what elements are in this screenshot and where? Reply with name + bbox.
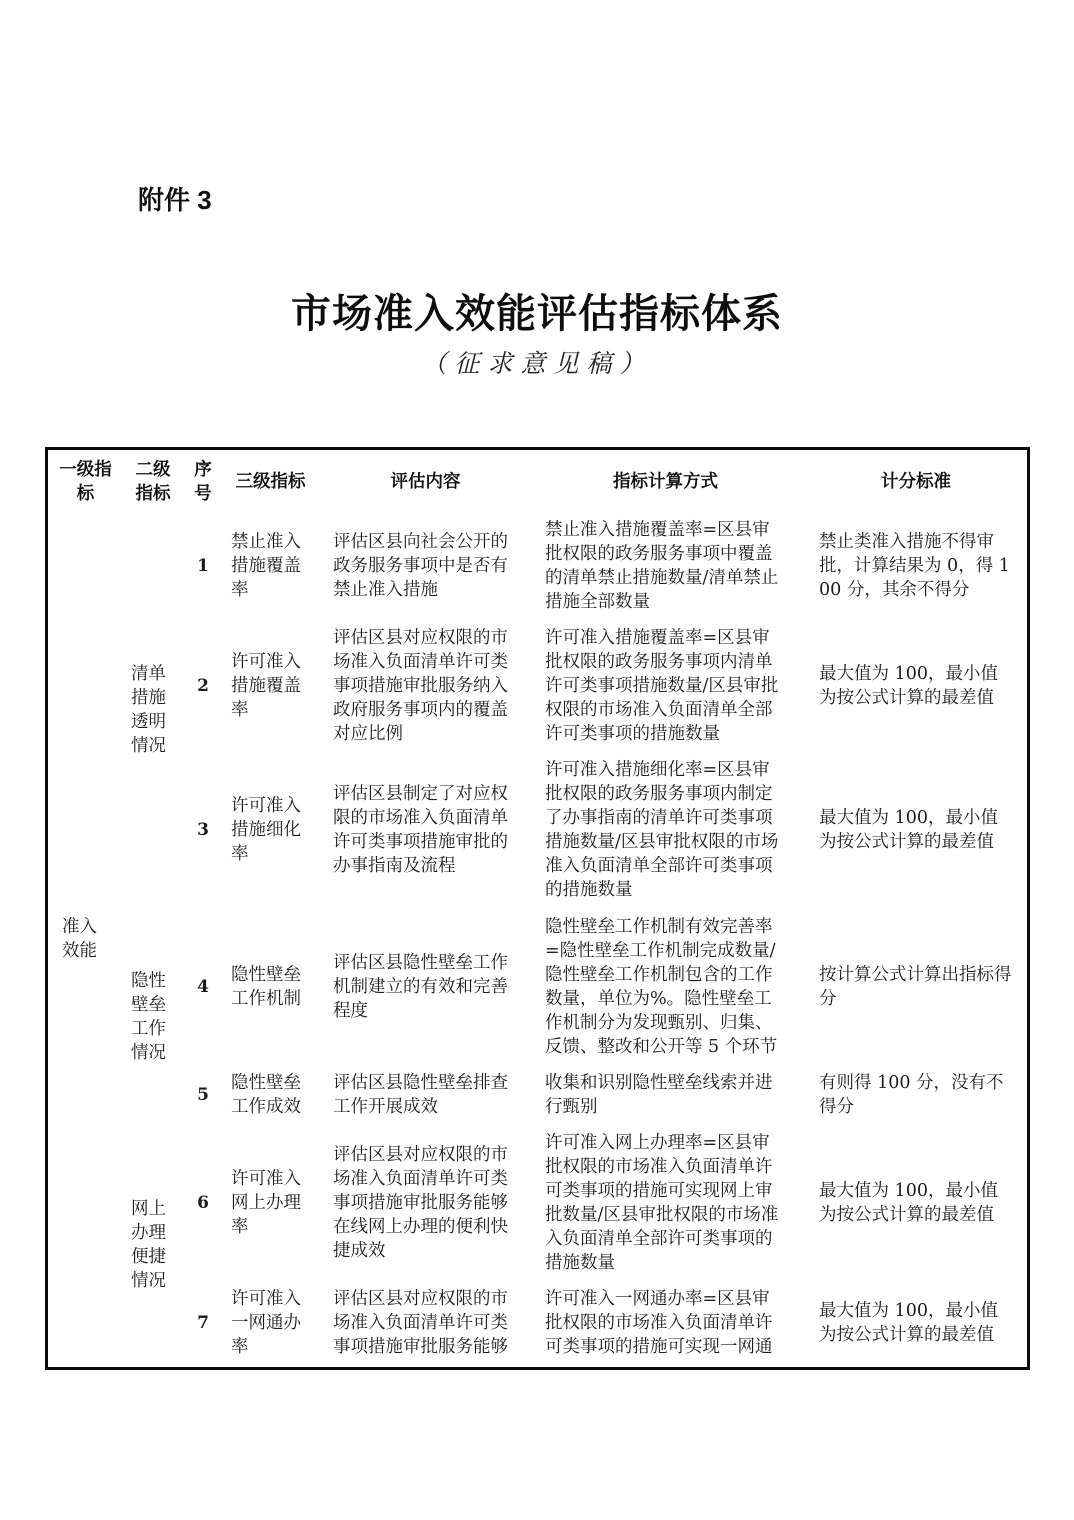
- document-title: 市场准入效能评估指标体系: [291, 290, 783, 337]
- cell-scoring-standard: 最大值为 100，最小值为按公式计算的最差值: [819, 808, 998, 853]
- cell-level3-indicator: 许可准入网上办理率: [231, 1168, 301, 1237]
- cell-calculation-method: 许可准入措施覆盖率=区县审批权限的政务服务事项内清单许可类事项措施数量/区县审批权限的市场准入负面清单全部许可类事项的措施数量: [545, 628, 779, 745]
- cell-calculation-method: 隐性壁垒工作机制有效完善率=隐性壁垒工作机制完成数量/隐性壁垒工作机制包含的工作数量，单位为%。隐性壁垒工作机制分为发现甄别、归集、反馈、整改和公开等 5 个环节: [545, 916, 778, 1057]
- cell-evaluation-content: 评估区县隐性壁垒工作机制建立的有效和完善程度: [333, 952, 508, 1021]
- table-header-row: [48, 450, 1027, 512]
- table-row: [48, 908, 1027, 1064]
- cell-calculation-method: 许可准入网上办理率=区县审批权限的市场准入负面清单许可类事项的措施可实现网上审批数量/区县审批权限的市场准入负面清单全部许可类事项的措施数量: [545, 1132, 779, 1273]
- cell-serial-number: 6: [197, 1192, 209, 1213]
- cell-scoring-standard: 最大值为 100，最小值为按公式计算的最差值: [819, 664, 998, 709]
- table-row: [48, 1065, 1027, 1125]
- cell-level3-indicator: 许可准入措施覆盖率: [231, 652, 301, 721]
- table-row: [48, 620, 1027, 752]
- column-header-level3-indicator: 三级指标: [235, 471, 306, 491]
- table-row: [48, 512, 1027, 620]
- cell-calculation-method: 许可准入一网通办率=区县审批权限的市场准入负面清单许可类事项的措施可实现一网通: [545, 1288, 773, 1357]
- cell-evaluation-content: 评估区县隐性壁垒排查工作开展成效: [333, 1072, 508, 1117]
- attachment-label: 附件 3: [138, 185, 212, 215]
- cell-level3-indicator: 许可准入措施细化率: [231, 796, 301, 865]
- cell-serial-number: 5: [197, 1084, 209, 1105]
- column-header-serial-number: 序号: [194, 459, 212, 503]
- column-header-calculation-method: 指标计算方式: [613, 471, 718, 491]
- cell-serial-number: 4: [197, 976, 209, 997]
- cell-evaluation-content: 评估区县对应权限的市场准入负面清单许可类事项措施审批服务能够在线网上办理的便利快捷成效: [333, 1144, 508, 1261]
- cell-scoring-standard: 最大值为 100，最小值为按公式计算的最差值: [819, 1300, 998, 1345]
- cell-evaluation-content: 评估区县对应权限的市场准入负面清单许可类事项措施审批服务纳入政府服务事项内的覆盖对应比例: [333, 628, 508, 745]
- cell-calculation-method: 收集和识别隐性壁垒线索并进行甄别: [545, 1072, 773, 1117]
- cell-level3-indicator: 禁止准入措施覆盖率: [231, 532, 301, 601]
- cell-evaluation-content: 评估区县制定了对应权限的市场准入负面清单许可类事项措施审批的办事指南及流程: [333, 784, 508, 877]
- cell-calculation-method: 禁止准入措施覆盖率=区县审批权限的政务服务事项中覆盖的清单禁止措施数量/清单禁止措施全部数量: [545, 520, 779, 613]
- cell-level2-group-list-transparency: 清单措施透明情况: [131, 664, 166, 757]
- cell-level2-group-online-convenience: 网上办理便捷情况: [131, 1198, 166, 1291]
- column-header-scoring-standard: 计分标准: [881, 471, 951, 491]
- cell-evaluation-content: 评估区县向社会公开的政务服务事项中是否有禁止准入措施: [333, 532, 508, 601]
- cell-scoring-standard: 有则得 100 分，没有不得分: [819, 1072, 1004, 1117]
- column-header-evaluation-content: 评估内容: [390, 471, 461, 491]
- table-row: [48, 1281, 1027, 1365]
- table-row: [48, 1125, 1027, 1281]
- indicator-table-grid: [48, 450, 1027, 1365]
- cell-level2-group-hidden-barriers: 隐性壁垒工作情况: [131, 970, 166, 1063]
- document-subtitle: （征求意见稿）: [421, 349, 653, 378]
- cell-serial-number: 3: [197, 820, 209, 841]
- cell-scoring-standard: 禁止类准入措施不得审批，计算结果为 0，得 100 分，其余不得分: [819, 532, 1010, 601]
- cell-level3-indicator: 隐性壁垒工作机制: [231, 964, 301, 1009]
- cell-scoring-standard: 最大值为 100，最小值为按公式计算的最差值: [819, 1180, 998, 1225]
- cell-serial-number: 2: [197, 676, 209, 697]
- cell-level3-indicator: 许可准入一网通办率: [231, 1288, 301, 1357]
- indicator-table: [45, 447, 1030, 1370]
- cell-level3-indicator: 隐性壁垒工作成效: [231, 1072, 301, 1117]
- cell-scoring-standard: 按计算公式计算出指标得分: [819, 964, 1012, 1009]
- cell-evaluation-content: 评估区县对应权限的市场准入负面清单许可类事项措施审批服务能够: [333, 1288, 508, 1357]
- table-row: [48, 752, 1027, 908]
- cell-serial-number: 1: [197, 556, 209, 577]
- cell-serial-number: 7: [197, 1312, 209, 1333]
- cell-level1-group: 准入效能: [62, 916, 97, 961]
- cell-calculation-method: 许可准入措施细化率=区县审批权限的政务服务事项内制定了办事指南的清单许可类事项措施数量/区县审批权限的市场准入负面清单全部许可类事项的措施数量: [545, 760, 779, 901]
- column-header-level1-indicator: 一级指标: [59, 459, 112, 503]
- column-header-level2-indicator: 二级指标: [135, 459, 171, 503]
